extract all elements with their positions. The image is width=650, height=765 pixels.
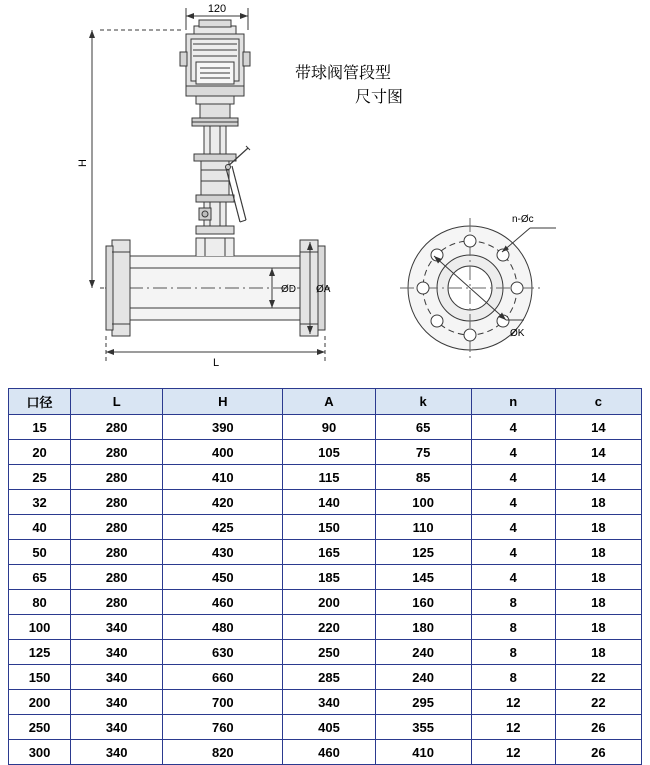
table-cell: 4 [471, 465, 555, 490]
table-cell: 85 [375, 465, 471, 490]
table-cell: 125 [375, 540, 471, 565]
table-cell: 18 [555, 490, 641, 515]
table-cell: 240 [375, 665, 471, 690]
table-cell: 220 [283, 615, 375, 640]
table-cell: 20 [9, 440, 71, 465]
label-k-diameter: ØK [510, 328, 525, 339]
table-cell: 160 [375, 590, 471, 615]
table-cell: 460 [283, 740, 375, 765]
table-cell: 240 [375, 640, 471, 665]
table-body [9, 415, 642, 765]
table-header-cell: H [163, 389, 283, 415]
table-cell: 15 [9, 415, 71, 440]
table-cell: 300 [9, 740, 71, 765]
label-n-oc: n-Øc [512, 214, 534, 225]
table-cell: 200 [283, 590, 375, 615]
table-row [9, 415, 642, 440]
table-row [9, 590, 642, 615]
table-cell: 4 [471, 490, 555, 515]
spec-table [8, 388, 642, 765]
table-cell: 280 [71, 440, 163, 465]
table-header-cell: L [71, 389, 163, 415]
label-height-h: H [77, 159, 89, 167]
table-cell: 40 [9, 515, 71, 540]
table-cell: 8 [471, 615, 555, 640]
table-cell: 8 [471, 640, 555, 665]
table-cell: 105 [283, 440, 375, 465]
table-header-cell: 口径 [9, 389, 71, 415]
table-cell: 150 [283, 515, 375, 540]
table-cell: 280 [71, 590, 163, 615]
table-cell: 280 [71, 490, 163, 515]
table-cell: 26 [555, 740, 641, 765]
table-cell: 280 [71, 465, 163, 490]
table-cell: 285 [283, 665, 375, 690]
table-header-cell: n [471, 389, 555, 415]
table-cell: 14 [555, 415, 641, 440]
table-cell: 12 [471, 740, 555, 765]
table-cell: 115 [283, 465, 375, 490]
table-cell: 700 [163, 690, 283, 715]
table-cell: 14 [555, 440, 641, 465]
table-cell: 18 [555, 565, 641, 590]
table-row [9, 640, 642, 665]
table-cell: 355 [375, 715, 471, 740]
meter-neck [192, 104, 238, 234]
table-cell: 26 [555, 715, 641, 740]
table-row [9, 615, 642, 640]
table-row [9, 565, 642, 590]
table-cell: 410 [375, 740, 471, 765]
table-cell: 425 [163, 515, 283, 540]
table-cell: 390 [163, 415, 283, 440]
table-cell: 340 [71, 715, 163, 740]
table-cell: 18 [555, 515, 641, 540]
table-cell: 140 [283, 490, 375, 515]
label-top-width: 120 [207, 3, 227, 15]
table-cell: 480 [163, 615, 283, 640]
table-cell: 4 [471, 515, 555, 540]
table-cell: 280 [71, 415, 163, 440]
table-row [9, 540, 642, 565]
table-cell: 340 [71, 740, 163, 765]
table-cell: 450 [163, 565, 283, 590]
table-cell: 340 [71, 615, 163, 640]
table-cell: 50 [9, 540, 71, 565]
table-cell: 65 [9, 565, 71, 590]
table-row [9, 715, 642, 740]
table-cell: 8 [471, 665, 555, 690]
table-cell: 280 [71, 565, 163, 590]
table-cell: 145 [375, 565, 471, 590]
table-cell: 12 [471, 715, 555, 740]
spec-table-container [8, 388, 642, 765]
table-row [9, 690, 642, 715]
table-cell: 340 [71, 640, 163, 665]
table-cell: 4 [471, 540, 555, 565]
table-cell: 65 [375, 415, 471, 440]
table-cell: 340 [283, 690, 375, 715]
table-header-row [9, 389, 642, 415]
transmitter-housing [180, 20, 250, 104]
table-cell: 80 [9, 590, 71, 615]
table-row [9, 740, 642, 765]
table-cell: 460 [163, 590, 283, 615]
table-cell: 25 [9, 465, 71, 490]
table-cell: 18 [555, 640, 641, 665]
table-cell: 75 [375, 440, 471, 465]
table-cell: 18 [555, 590, 641, 615]
table-cell: 8 [471, 590, 555, 615]
table-cell: 125 [9, 640, 71, 665]
table-cell: 250 [9, 715, 71, 740]
table-row [9, 440, 642, 465]
table-cell: 180 [375, 615, 471, 640]
table-cell: 760 [163, 715, 283, 740]
table-cell: 280 [71, 515, 163, 540]
table-cell: 12 [471, 690, 555, 715]
table-cell: 18 [555, 615, 641, 640]
table-cell: 200 [9, 690, 71, 715]
table-cell: 110 [375, 515, 471, 540]
table-cell: 22 [555, 665, 641, 690]
table-cell: 32 [9, 490, 71, 515]
pipe-spool-body [105, 238, 330, 336]
label-diameter-d: ØD [281, 284, 296, 295]
table-cell: 430 [163, 540, 283, 565]
table-cell: 340 [71, 665, 163, 690]
table-cell: 4 [471, 440, 555, 465]
table-cell: 660 [163, 665, 283, 690]
table-cell: 100 [9, 615, 71, 640]
table-cell: 400 [163, 440, 283, 465]
table-cell: 405 [283, 715, 375, 740]
table-cell: 340 [71, 690, 163, 715]
table-header-cell: c [555, 389, 641, 415]
table-cell: 150 [9, 665, 71, 690]
table-cell: 4 [471, 415, 555, 440]
table-cell: 420 [163, 490, 283, 515]
table-cell: 185 [283, 565, 375, 590]
diagram-title-line1: 带球阀管段型 [295, 65, 392, 82]
dimension-drawing [0, 0, 650, 380]
table-cell: 820 [163, 740, 283, 765]
table-cell: 18 [555, 540, 641, 565]
table-row [9, 465, 642, 490]
table-cell: 22 [555, 690, 641, 715]
table-header-cell: k [375, 389, 471, 415]
table-row [9, 490, 642, 515]
label-diameter-a: ØA [316, 284, 331, 295]
table-cell: 630 [163, 640, 283, 665]
diagram-title-line2: 尺寸图 [355, 89, 404, 106]
table-cell: 165 [283, 540, 375, 565]
table-row [9, 515, 642, 540]
table-header-cell: A [283, 389, 375, 415]
table-cell: 250 [283, 640, 375, 665]
table-cell: 90 [283, 415, 375, 440]
table-row [9, 665, 642, 690]
table-cell: 295 [375, 690, 471, 715]
table-cell: 100 [375, 490, 471, 515]
table-cell: 280 [71, 540, 163, 565]
label-length-l: L [212, 357, 220, 369]
table-cell: 4 [471, 565, 555, 590]
table-cell: 410 [163, 465, 283, 490]
table-cell: 14 [555, 465, 641, 490]
